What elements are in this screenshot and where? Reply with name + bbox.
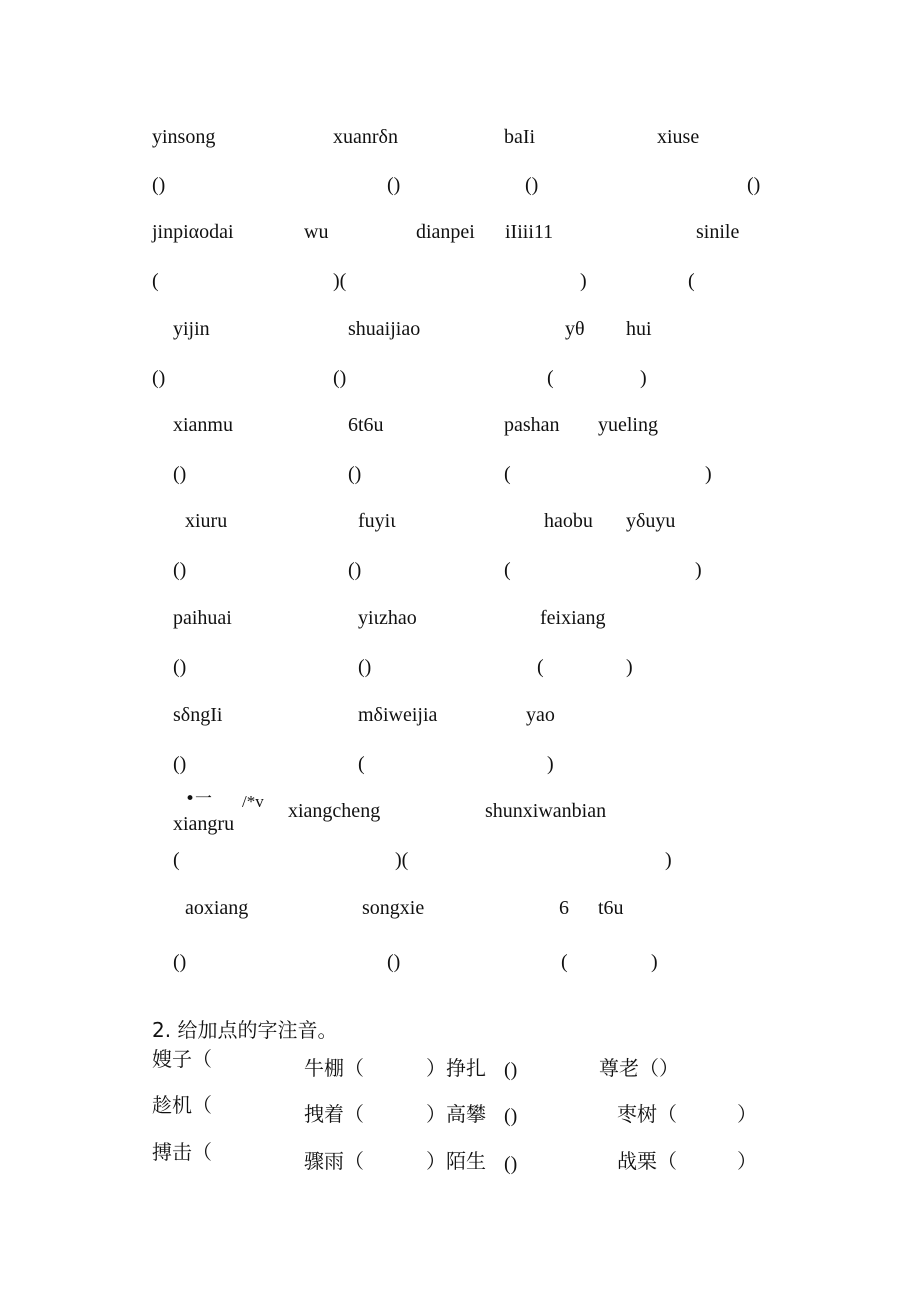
pinyin-word: xiuse xyxy=(657,126,700,148)
answer-blank: ( xyxy=(504,463,511,485)
char-item: ） xyxy=(737,1149,757,1173)
answer-blank: ( xyxy=(547,367,554,389)
answer-blank: () xyxy=(747,174,761,196)
pinyin-word: sδngIi xyxy=(173,704,223,726)
answer-blank: ( xyxy=(688,270,695,292)
pinyin-word: wu xyxy=(304,221,329,243)
answer-blank: () xyxy=(358,656,372,678)
char-item: 拽着（ xyxy=(304,1102,364,1126)
pinyin-word: haobu xyxy=(544,510,593,532)
char-item: ） xyxy=(737,1102,757,1126)
pinyin-word: yinsong xyxy=(152,126,216,148)
answer-blank: ( xyxy=(152,270,159,292)
pinyin-word: songxie xyxy=(362,897,425,919)
char-item: 趁机（ xyxy=(152,1093,212,1117)
pinyin-word: xiangru xyxy=(173,813,235,835)
char-item: 战栗（ xyxy=(617,1149,677,1173)
answer-blank: () xyxy=(152,367,166,389)
pinyin-word: yiιzhao xyxy=(358,607,417,629)
answer-blank: () xyxy=(173,753,187,775)
pinyin-word: xiuru xyxy=(185,510,228,532)
pinyin-word: xianmu xyxy=(173,414,233,436)
answer-blank: ) xyxy=(695,559,702,581)
answer-blank: () xyxy=(173,559,187,581)
answer-blank: () xyxy=(504,1059,518,1081)
pinyin-word: 6t6u xyxy=(348,414,384,436)
pinyin-word: fuyiι xyxy=(358,510,396,532)
answer-blank: )( xyxy=(333,270,347,292)
char-item: ）挣扎 xyxy=(426,1056,486,1080)
pinyin-word: yao xyxy=(526,704,555,726)
answer-blank: () xyxy=(152,174,166,196)
pinyin-word: xuanrδn xyxy=(333,126,398,148)
char-item: 牛棚（ xyxy=(304,1056,364,1080)
pinyin-word: aoxiang xyxy=(185,897,249,919)
char-item: ）陌生 xyxy=(426,1149,486,1173)
pinyin-word: yueling xyxy=(598,414,658,436)
answer-blank: () xyxy=(173,463,187,485)
pinyin-word: feixiang xyxy=(540,607,606,629)
pinyin-word: xiangcheng xyxy=(288,800,381,822)
char-item: 搏击（ xyxy=(152,1140,212,1164)
answer-blank: () xyxy=(387,951,401,973)
char-item: ）高攀 xyxy=(426,1102,486,1126)
answer-blank: ) xyxy=(665,849,672,871)
answer-blank: ) xyxy=(705,463,712,485)
answer-blank: () xyxy=(387,174,401,196)
answer-blank: ( xyxy=(561,951,568,973)
answer-blank: () xyxy=(173,951,187,973)
pinyin-word: baIi xyxy=(504,126,536,148)
pinyin-fragment: /*v xyxy=(242,792,264,811)
pinyin-word: pashan xyxy=(504,414,560,436)
answer-blank: ) xyxy=(580,270,587,292)
answer-blank: ) xyxy=(547,753,554,775)
answer-blank: ( xyxy=(358,753,365,775)
answer-blank: () xyxy=(348,463,362,485)
pinyin-word: yδuyu xyxy=(626,510,676,532)
pinyin-word: shuaijiao xyxy=(348,318,421,340)
answer-blank: () xyxy=(504,1153,518,1175)
answer-blank: ( xyxy=(173,849,180,871)
char-item: 枣树（ xyxy=(617,1102,677,1126)
pinyin-fragment: •一 xyxy=(185,789,213,809)
pinyin-word: t6u xyxy=(598,897,624,919)
answer-blank: )( xyxy=(395,849,409,871)
answer-blank: ( xyxy=(537,656,544,678)
pinyin-word: hui xyxy=(626,318,652,340)
answer-blank: () xyxy=(333,367,347,389)
answer-blank: ) xyxy=(640,367,647,389)
answer-blank: () xyxy=(525,174,539,196)
pinyin-word: sinile xyxy=(696,221,740,243)
answer-blank: ( xyxy=(504,559,511,581)
section-heading: 2. 给加点的字注音。 xyxy=(152,1018,338,1042)
pinyin-word: paihuai xyxy=(173,607,232,629)
pinyin-word: jinpiαodai xyxy=(152,221,234,243)
answer-blank: ) xyxy=(626,656,633,678)
pinyin-word: mδiweijia xyxy=(358,704,438,726)
char-item: 骤雨（ xyxy=(304,1149,364,1173)
answer-blank: () xyxy=(504,1105,518,1127)
pinyin-word: yijin xyxy=(173,318,210,340)
pinyin-word: iIiii11 xyxy=(505,221,554,243)
pinyin-word: dianpei xyxy=(416,221,475,243)
char-item: 嫂子（ xyxy=(152,1047,212,1071)
answer-blank: () xyxy=(348,559,362,581)
answer-blank: ) xyxy=(651,951,658,973)
pinyin-word: 6 xyxy=(559,897,569,919)
pinyin-word: shunxiwanbian xyxy=(485,800,607,822)
answer-blank: () xyxy=(173,656,187,678)
pinyin-word: yθ xyxy=(565,318,585,340)
char-item: 尊老（） xyxy=(599,1056,679,1080)
